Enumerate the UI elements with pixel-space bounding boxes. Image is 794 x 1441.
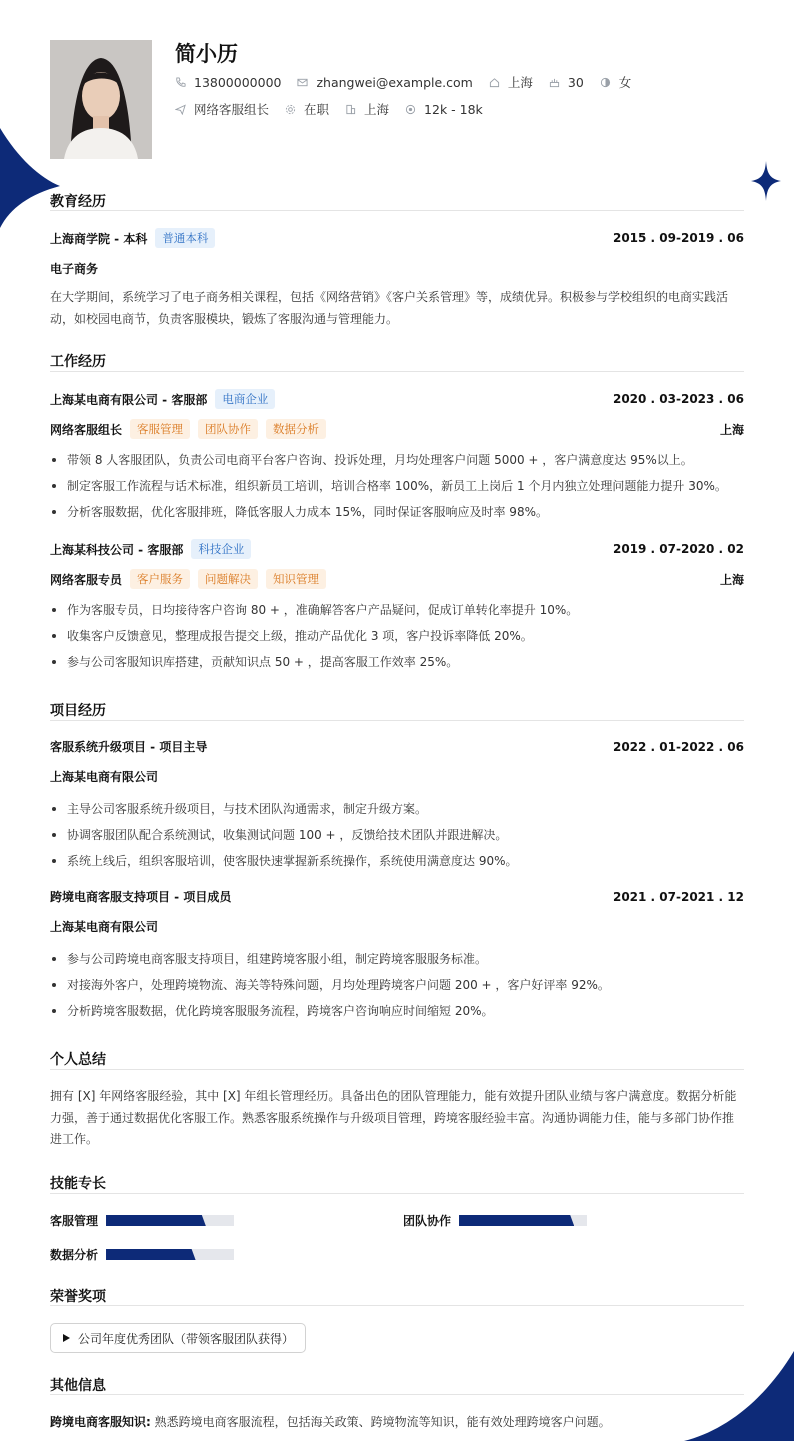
- section-divider: [50, 371, 744, 372]
- list-item: [50, 503, 744, 520]
- bullet-text: 对接海外客户，处理跨境物流、海关等特殊问题，月均处理跨境客户问题 200 + ，客户好评率 92%。: [67, 978, 610, 992]
- job-company: 上海某科技公司 - 客服部: [50, 542, 184, 557]
- bullet-text: 分析客服数据，优化客服排班，降低客服人力成本 15%，同时保证客服响应及时率 98%。: [67, 505, 548, 519]
- projects-title: 项目经历: [50, 703, 106, 719]
- project-date: 2022 . 01-2022 . 06: [612, 739, 744, 754]
- job-position: 网络客服专员: [50, 572, 123, 587]
- age-info: [549, 75, 584, 90]
- location-value: 上海: [507, 75, 533, 90]
- list-item: [50, 826, 744, 843]
- list-item: [50, 852, 744, 869]
- skill-item: [50, 1246, 234, 1263]
- major-row: [50, 260, 744, 277]
- profile-photo: [50, 40, 152, 159]
- list-item: [50, 800, 744, 817]
- list-item: [50, 451, 744, 468]
- bullet-text: 作为客服专员，日均接待客户咨询 80 + ，准确解答客户产品疑问，促成订单转化率提升 10%。: [67, 603, 579, 617]
- salary-value: 12k - 18k: [424, 101, 483, 117]
- job-position-row: [50, 419, 744, 439]
- summary-line: 进工作。: [50, 1132, 99, 1146]
- email-value: zhangwei@example.com: [316, 74, 473, 90]
- bullet-text: 收集客户反馈意见，整理成报告提交上级，推动产品优化 3 项，客户投诉率降低 20%。: [67, 629, 533, 643]
- building-icon: [345, 104, 356, 115]
- bullet-text: 带领 8 人客服团队，负责公司电商平台客户咨询、投诉处理，月均处理客户问题 5000 + ，客户满意度达 95%以上。: [67, 453, 693, 467]
- gender-icon: [600, 77, 611, 88]
- work-title: 工作经历: [50, 354, 106, 370]
- education-header-row: [50, 228, 744, 248]
- project-company: 上海某电商有限公司: [50, 770, 159, 784]
- job-city: 上海: [719, 572, 744, 587]
- job-header-row: [50, 389, 744, 409]
- summary-line: 力强，善于通过数据优化客服工作。熟悉客服系统操作与升级项目管理，跨境客服经验丰富。沟通协调能力佳，能与多部门协作推: [50, 1110, 735, 1125]
- contact-row: [175, 73, 647, 91]
- job-position: 网络客服组长: [50, 422, 123, 437]
- section-divider: [50, 1305, 744, 1306]
- job-header-row: [50, 539, 744, 559]
- job-target-value: 网络客服组长: [194, 102, 270, 117]
- education-date: 2015 . 09-2019 . 06: [612, 231, 744, 245]
- skill-level-fill: [106, 1249, 196, 1260]
- phone-value: 13800000000: [194, 74, 282, 90]
- job-company: 上海某电商有限公司 - 客服部: [50, 392, 208, 407]
- list-item: [50, 627, 744, 644]
- list-item: [50, 477, 744, 494]
- expected-city-info: [345, 100, 389, 118]
- home-icon: [489, 77, 500, 88]
- education-description: [50, 287, 744, 330]
- skill-tag: 知识管理: [266, 569, 326, 589]
- bullet-text: 参与公司跨境电商客服支持项目，组建跨境客服小组，制定跨境客服服务标准。: [67, 952, 488, 966]
- cake-icon: [549, 77, 560, 88]
- list-item: [50, 1002, 744, 1019]
- project-header-row: [50, 888, 744, 905]
- job-intent-row: [175, 100, 499, 118]
- list-item: [50, 950, 744, 967]
- bullet-text: 制定客服工作流程与话术标准，组织新员工培训，培训合格率 100%，新员工上岗后 1 个月内独立处理问题能力提升 30%。: [67, 479, 727, 493]
- award-item: [50, 1323, 306, 1353]
- school-tag: 普通本科: [155, 228, 215, 248]
- skill-item: [50, 1212, 234, 1229]
- company-tag: 科技企业: [191, 539, 251, 559]
- major-name: 电子商务: [50, 262, 99, 276]
- email-info: [297, 75, 472, 90]
- phone-info: [175, 75, 281, 90]
- project-date: 2021 . 07-2021 . 12: [612, 889, 744, 904]
- gender-value: 女: [618, 75, 632, 90]
- send-icon: [175, 104, 186, 115]
- education-desc-line: 动，如校园电商节，负责客服模块，锻炼了客服沟通与管理能力。: [50, 311, 399, 326]
- other-title: 其他信息: [50, 1378, 106, 1394]
- money-icon: [405, 104, 416, 115]
- bullet-text: 主导公司客服系统升级项目，与技术团队沟通需求，制定升级方案。: [67, 802, 428, 816]
- mail-icon: [297, 77, 308, 88]
- gender-info: [600, 73, 632, 91]
- award-text: 公司年度优秀团队（带领客服团队获得）: [78, 1331, 295, 1346]
- project-header-row: [50, 738, 744, 755]
- status-info: [285, 100, 329, 118]
- project-name: 客服系统升级项目 - 项目主导: [50, 740, 208, 754]
- salary-info: [405, 102, 483, 117]
- section-divider: [50, 1193, 744, 1194]
- section-divider: [50, 210, 744, 211]
- candidate-name: 简小历: [175, 42, 238, 66]
- summary-text: [50, 1086, 744, 1151]
- project-company-row: [50, 918, 744, 935]
- school-name: 上海商学院 - 本科: [50, 231, 148, 246]
- job-position-row: [50, 569, 744, 589]
- list-item: [50, 653, 744, 670]
- section-divider: [50, 1394, 744, 1395]
- skill-name: 团队协作: [403, 1214, 452, 1228]
- skill-level-fill: [106, 1215, 206, 1226]
- age-value: 30: [567, 74, 584, 90]
- education-desc-line: 在大学期间，系统学习了电子商务相关课程，包括《网络营销》《客户关系管理》等，成绩优异。积极参与学校组织的电商实践活: [50, 290, 729, 304]
- skill-tag: 客服管理: [130, 419, 190, 439]
- job-date: 2019 . 07-2020 . 02: [612, 542, 744, 556]
- list-item: [50, 976, 744, 993]
- skill-tag: 数据分析: [266, 419, 326, 439]
- bullet-text: 分析跨境客服数据，优化跨境客服服务流程，跨境客户咨询响应时间缩短 20%。: [67, 1004, 494, 1018]
- project-company: 上海某电商有限公司: [50, 920, 159, 934]
- list-item: [50, 601, 744, 618]
- education-title: 教育经历: [50, 194, 106, 210]
- job-target-info: [175, 100, 269, 118]
- other-text: 熟悉跨境电商客服流程，包括海关政策、跨境物流等知识，能有效处理跨境客户问题。: [154, 1415, 611, 1429]
- summary-title: 个人总结: [50, 1052, 106, 1068]
- project-company-row: [50, 768, 744, 785]
- project-name: 跨境电商客服支持项目 - 项目成员: [50, 890, 232, 904]
- phone-icon: [175, 77, 186, 88]
- job-date: 2020 . 03-2023 . 06: [612, 392, 744, 406]
- bullet-text: 协调客服团队配合系统测试，收集测试问题 100 + ，反馈给技术团队并跟进解决。: [67, 828, 508, 842]
- skills-title: 技能专长: [50, 1176, 106, 1192]
- skill-tag: 客户服务: [130, 569, 190, 589]
- section-divider: [50, 1069, 744, 1070]
- skill-tag: 问题解决: [198, 569, 258, 589]
- skill-level-fill: [459, 1215, 574, 1226]
- summary-line: 拥有 [X] 年网络客服经验，其中 [X] 年组长管理经历。具备出色的团队管理能力，能有效提升团队业绩与客户满意度。数据分析能: [50, 1089, 737, 1103]
- settings-icon: [285, 104, 296, 115]
- triangle-right-icon: [63, 1334, 70, 1342]
- expected-city-value: 上海: [364, 102, 390, 117]
- skill-name: 客服管理: [50, 1214, 99, 1228]
- location-info: [489, 73, 533, 91]
- skill-name: 数据分析: [50, 1248, 99, 1262]
- bullet-text: 参与公司客服知识库搭建，贡献知识点 50 + ，提高客服工作效率 25%。: [67, 655, 459, 669]
- skill-tag: 团队协作: [198, 419, 258, 439]
- bullet-text: 系统上线后，组织客服培训，使客服快速掌握新系统操作，系统使用满意度达 90%。: [67, 854, 518, 868]
- job-city: 上海: [719, 422, 744, 437]
- skill-item: [403, 1212, 587, 1229]
- honors-title: 荣誉奖项: [50, 1289, 106, 1305]
- skill-level-bar: [459, 1215, 587, 1226]
- other-info: [50, 1413, 611, 1430]
- skill-level-bar: [106, 1215, 234, 1226]
- section-divider: [50, 720, 744, 721]
- company-tag: 电商企业: [215, 389, 275, 409]
- status-value: 在职: [304, 102, 330, 117]
- other-label: 跨境电商客服知识:: [50, 1415, 151, 1429]
- skill-level-bar: [106, 1249, 234, 1260]
